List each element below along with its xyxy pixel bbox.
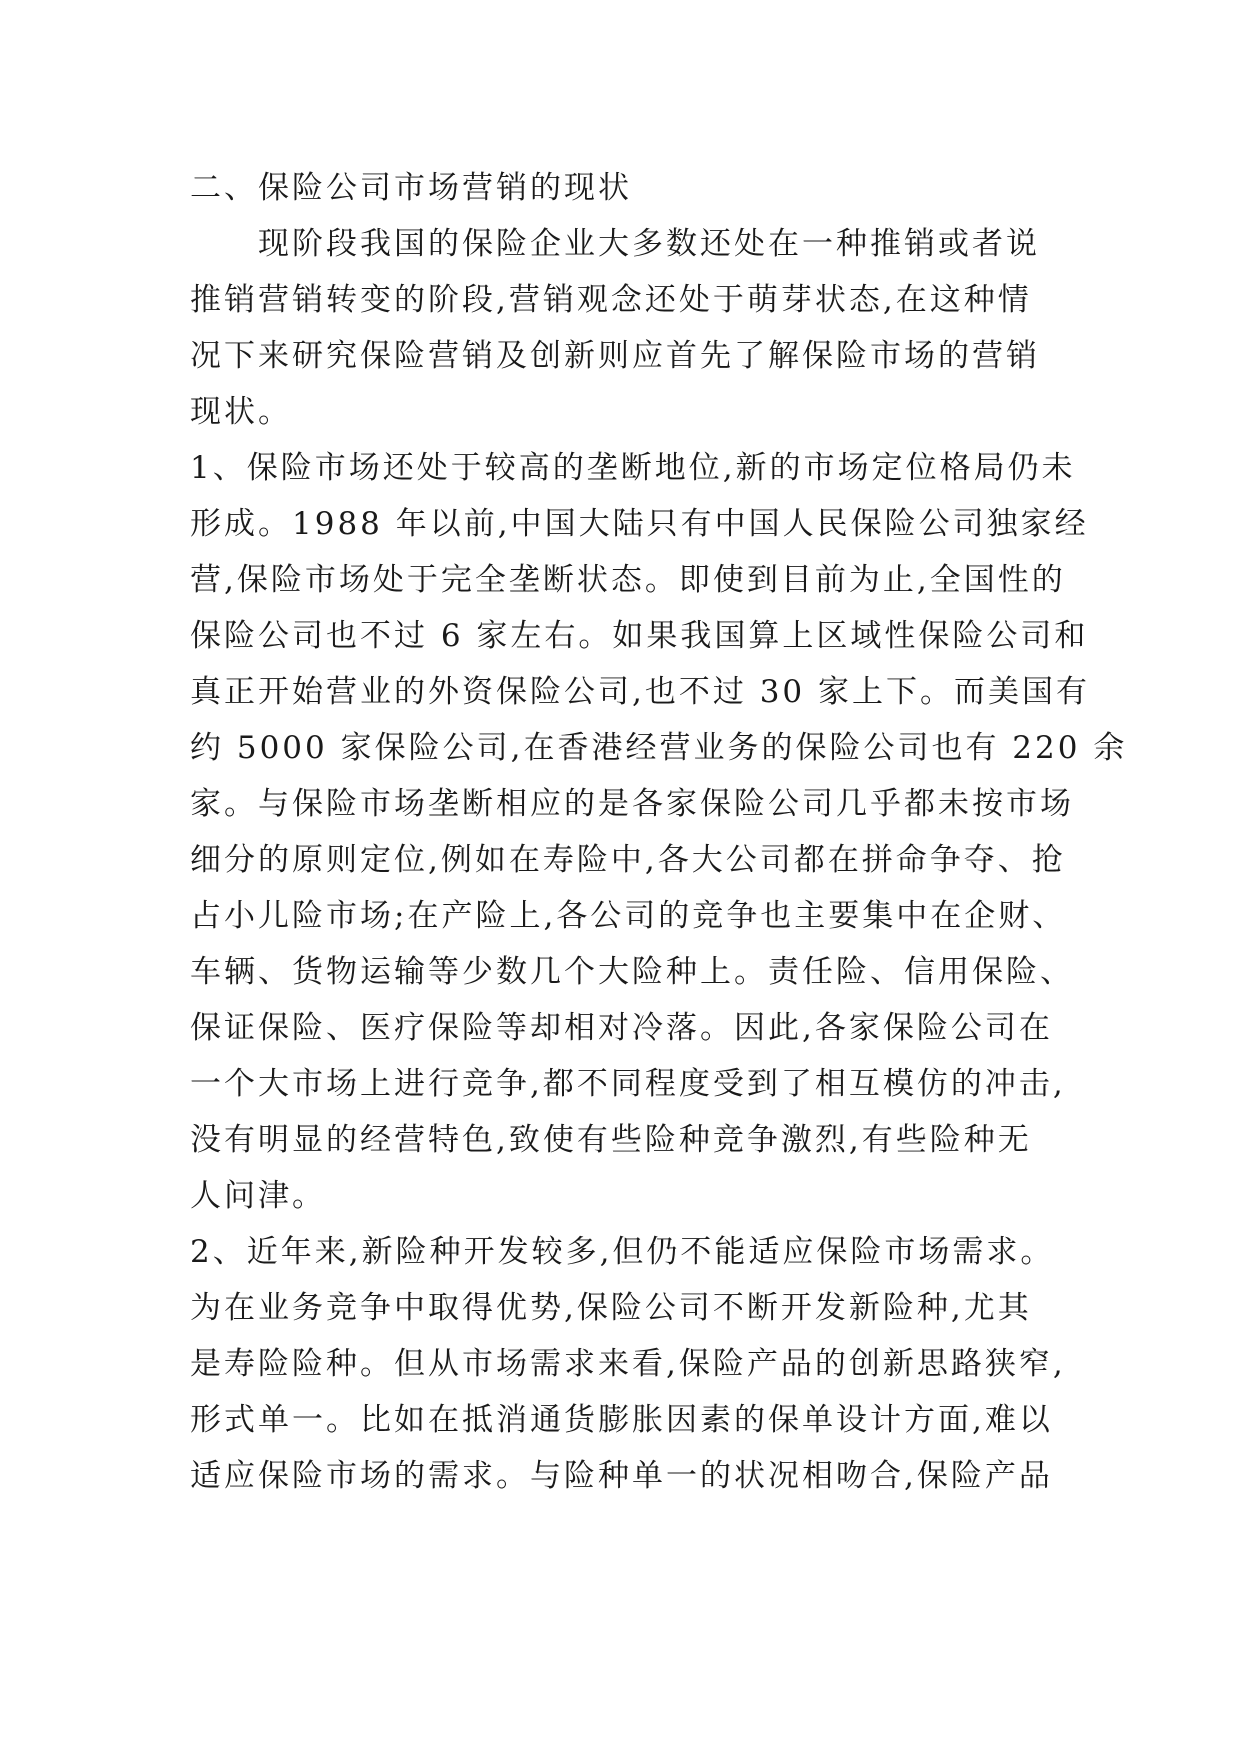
paragraph-line: 细分的原则定位,例如在寿险中,各大公司都在拼命争夺、抢 (190, 842, 1066, 878)
paragraph-line: 保证保险、医疗保险等却相对冷落。因此,各家保险公司在 (190, 1010, 1053, 1046)
paragraph-line: 人问津。 (190, 1178, 326, 1214)
numbered-point-1-line: 1、保险市场还处于较高的垄断地位,新的市场定位格局仍未 (190, 450, 1076, 486)
paragraph-line: 是寿险险种。但从市场需求来看,保险产品的创新思路狭窄, (190, 1346, 1066, 1382)
paragraph-line: 占小儿险市场;在产险上,各公司的竞争也主要集中在企财、 (190, 898, 1067, 934)
paragraph-line: 适应保险市场的需求。与险种单一的状况相吻合,保险产品 (190, 1458, 1053, 1494)
paragraph-line: 家。与保险市场垄断相应的是各家保险公司几乎都未按市场 (190, 786, 1074, 822)
paragraph-line: 现状。 (190, 394, 292, 430)
section-heading: 二、保险公司市场营销的现状 (190, 170, 632, 206)
paragraph-line: 营,保险市场处于完全垄断状态。即使到目前为止,全国性的 (190, 562, 1066, 598)
paragraph-line: 推销营销转变的阶段,营销观念还处于萌芽状态,在这种情 (190, 282, 1032, 318)
document-body (190, 160, 1128, 1504)
paragraph-line: 一个大市场上进行竞争,都不同程度受到了相互模仿的冲击, (190, 1066, 1066, 1102)
paragraph-line: 现阶段我国的保险企业大多数还处在一种推销或者说 (190, 226, 1040, 262)
paragraph-line: 形式单一。比如在抵消通货膨胀因素的保单设计方面,难以 (190, 1402, 1053, 1438)
paragraph-line: 为在业务竞争中取得优势,保险公司不断开发新险种,尤其 (190, 1290, 1032, 1326)
paragraph-line: 保险公司也不过 6 家左右。如果我国算上区域性保险公司和 (190, 618, 1089, 654)
numbered-point-2-line: 2、近年来,新险种开发较多,但仍不能适应保险市场需求。 (190, 1234, 1055, 1270)
paragraph-line: 没有明显的经营特色,致使有些险种竞争激烈,有些险种无 (190, 1122, 1032, 1158)
paragraph-line: 约 5000 家保险公司,在香港经营业务的保险公司也有 220 余 (190, 730, 1128, 766)
paragraph-line: 车辆、货物运输等少数几个大险种上。责任险、信用保险、 (190, 954, 1074, 990)
paragraph-line: 形成。1988 年以前,中国大陆只有中国人民保险公司独家经 (190, 506, 1089, 542)
paragraph-line: 真正开始营业的外资保险公司,也不过 30 家上下。而美国有 (190, 674, 1091, 710)
paragraph-line: 况下来研究保险营销及创新则应首先了解保险市场的营销 (190, 338, 1040, 374)
